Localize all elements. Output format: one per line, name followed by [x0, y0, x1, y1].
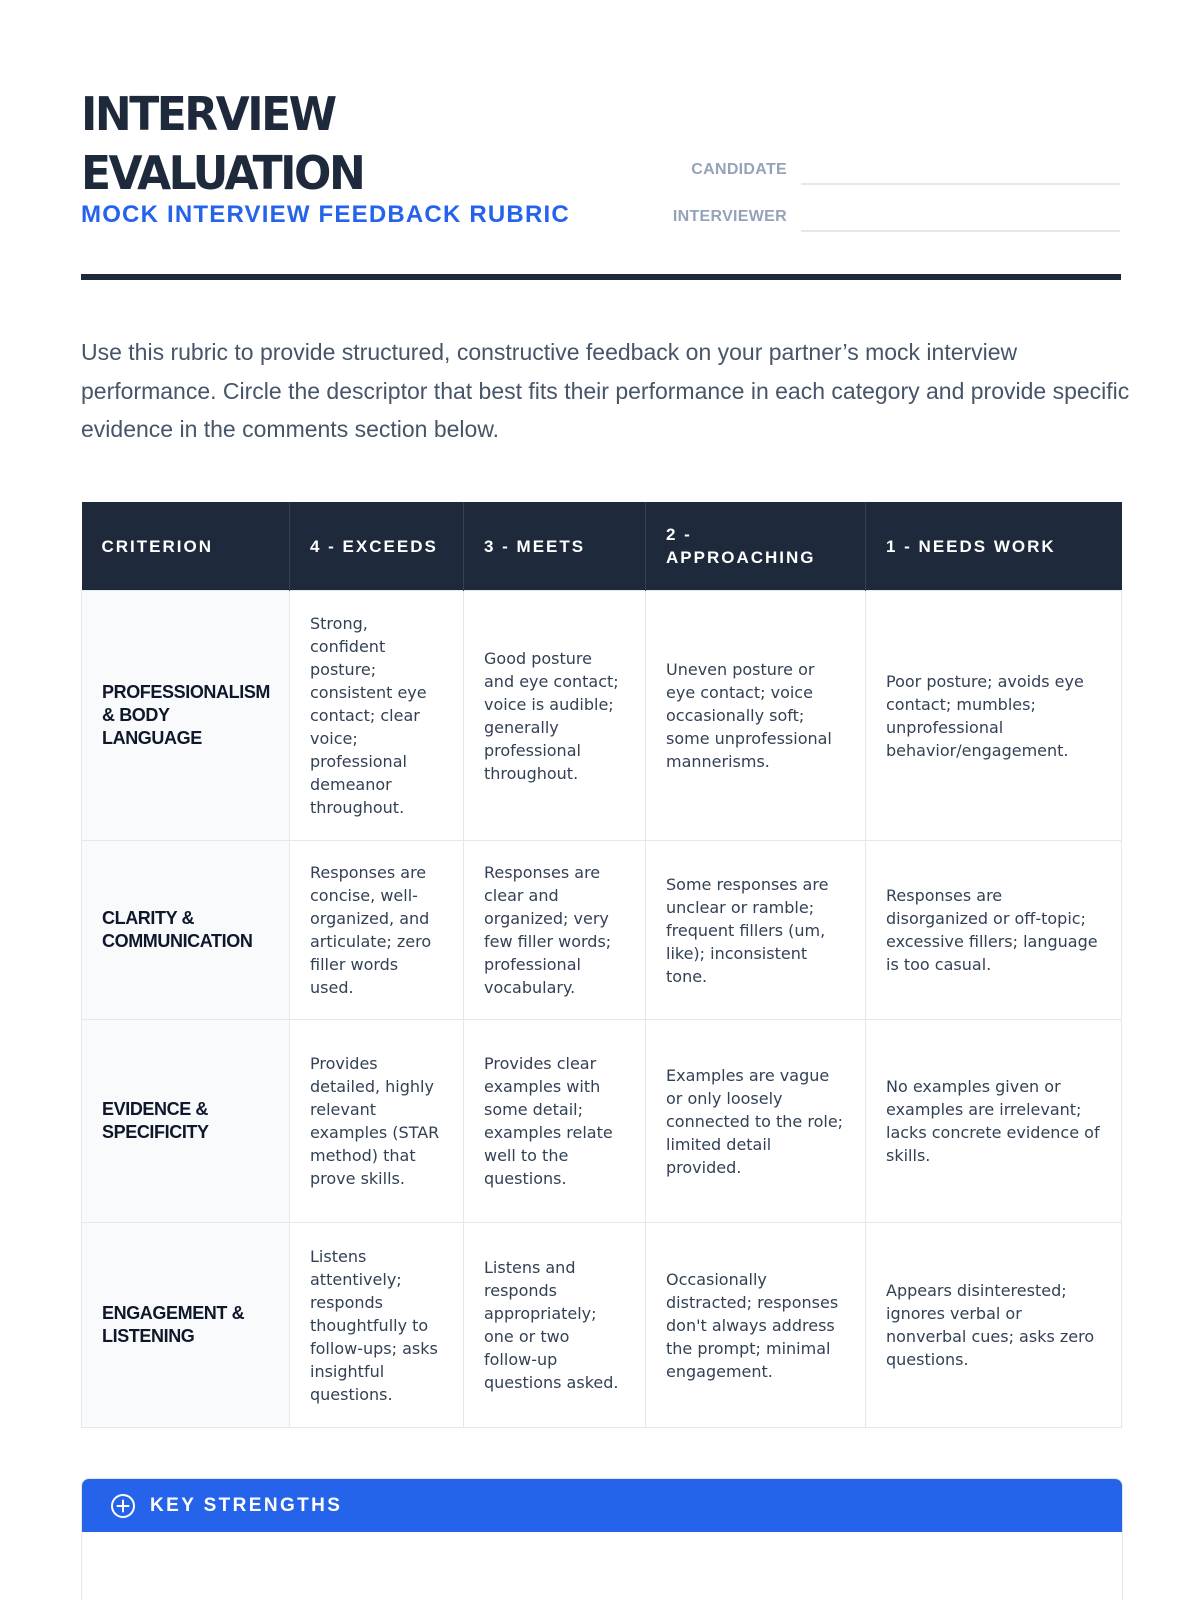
interviewer-line[interactable]	[801, 230, 1120, 232]
criterion-cell: EVIDENCE & SPECIFICITY	[82, 1020, 290, 1223]
candidate-field[interactable]	[640, 155, 1120, 185]
approaching-cell[interactable]: Some responses are unclear or ramble; frequent fillers (um, like); inconsistent tone.	[646, 841, 866, 1020]
meets-cell[interactable]: Listens and responds appropriately; one or two follow-up questions asked.	[464, 1223, 646, 1428]
criterion-cell: ENGAGEMENT & LISTENING	[82, 1223, 290, 1428]
key-strengths-title: KEY STRENGTHS	[150, 1494, 343, 1516]
table-row	[82, 1020, 1122, 1223]
meets-cell[interactable]: Good posture and eye contact; voice is audible; generally professional throughout.	[464, 591, 646, 841]
needs-work-cell[interactable]: Responses are disorganized or off-topic; excessive fillers; language is too casual.	[866, 841, 1122, 1020]
meets-cell[interactable]: Responses are clear and organized; very few filler words; professional vocabulary.	[464, 841, 646, 1020]
header-exceeds: 4 - EXCEEDS	[290, 502, 464, 591]
candidate-line[interactable]	[801, 183, 1120, 185]
candidate-label: CANDIDATE	[691, 161, 787, 178]
key-strengths-section	[81, 1478, 1123, 1600]
header-meets: 3 - MEETS	[464, 502, 646, 591]
approaching-cell[interactable]: Occasionally distracted; responses don't always address the prompt; minimal engagement.	[646, 1223, 866, 1428]
criterion-cell: CLARITY & COMMUNICATION	[82, 841, 290, 1020]
needs-work-cell[interactable]: Poor posture; avoids eye contact; mumbles; unprofessional behavior/engagement.	[866, 591, 1122, 841]
table-row	[82, 841, 1122, 1020]
header-criterion: CRITERION	[82, 502, 290, 591]
page-title-line-1: INTERVIEW	[81, 88, 335, 142]
table-row	[82, 591, 1122, 841]
approaching-cell[interactable]: Examples are vague or only loosely connected to the role; limited detail provided.	[646, 1020, 866, 1223]
intro-text: Use this rubric to provide structured, constructive feedback on your partner’s mock interview performance. Circle the descriptor that best fits their performance in each category and provide specific evidence in the comments section below.	[81, 339, 1130, 442]
interviewer-field[interactable]	[640, 202, 1120, 232]
header-needs-work: 1 - NEEDS WORK	[866, 502, 1122, 591]
key-strengths-header	[82, 1479, 1122, 1532]
exceeds-cell[interactable]: Strong, confident posture; consistent eye contact; clear voice; professional demeanor throughout.	[290, 591, 464, 841]
page-title-line-2: EVALUATION	[81, 147, 364, 201]
exceeds-cell[interactable]: Provides detailed, highly relevant examples (STAR method) that prove skills.	[290, 1020, 464, 1223]
needs-work-cell[interactable]: Appears disinterested; ignores verbal or nonverbal cues; asks zero questions.	[866, 1223, 1122, 1428]
criterion-cell: PROFESSIONALISM & BODY LANGUAGE	[82, 591, 290, 841]
table-row	[82, 1223, 1122, 1428]
rubric-header-row	[82, 502, 1122, 591]
header-divider	[81, 274, 1121, 280]
exceeds-cell[interactable]: Listens attentively; responds thoughtfully to follow-ups; asks insightful questions.	[290, 1223, 464, 1428]
rubric-table	[81, 502, 1122, 1428]
approaching-cell[interactable]: Uneven posture or eye contact; voice occasionally soft; some unprofessional mannerisms.	[646, 591, 866, 841]
meets-cell[interactable]: Provides clear examples with some detail; examples relate well to the questions.	[464, 1020, 646, 1223]
plus-circle-icon	[110, 1493, 136, 1519]
exceeds-cell[interactable]: Responses are concise, well-organized, and articulate; zero filler words used.	[290, 841, 464, 1020]
page-subtitle: MOCK INTERVIEW FEEDBACK RUBRIC	[81, 201, 570, 228]
header-approaching: 2 - APPROACHING	[646, 502, 866, 591]
interviewer-label: INTERVIEWER	[672, 208, 787, 225]
needs-work-cell[interactable]: No examples given or examples are irrelevant; lacks concrete evidence of skills.	[866, 1020, 1122, 1223]
